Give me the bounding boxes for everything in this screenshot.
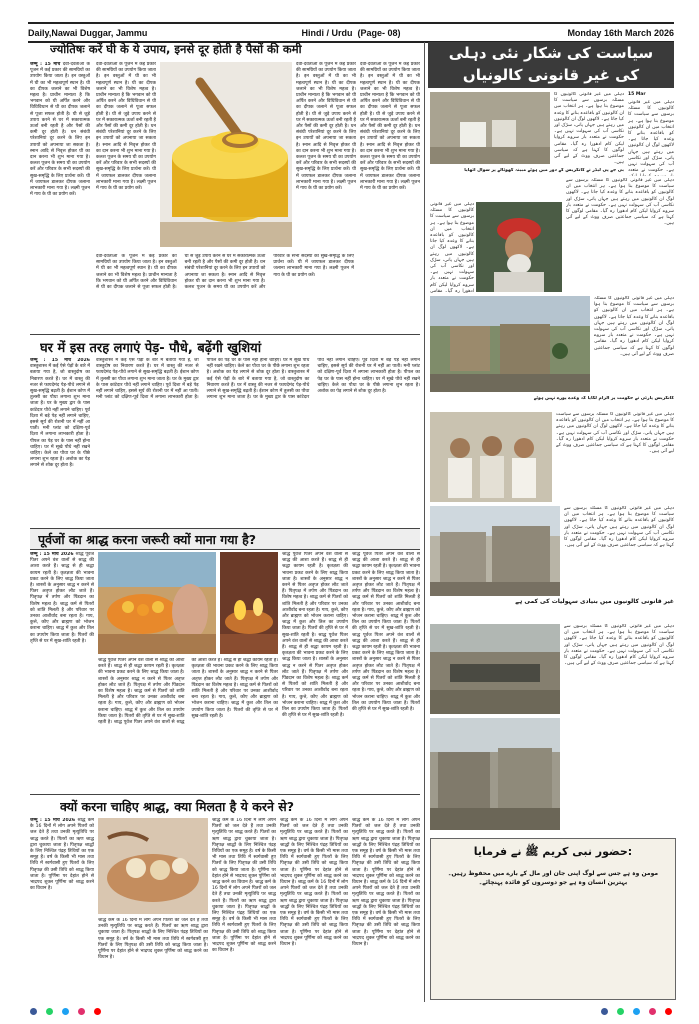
article-2-col-1: जम्मू : 15 मार्च 2026 वास्तुशास्त्र में कई ऐसे पेड़ों के बारे में बताया गया है, जो वास्तुदोष का निवारण करते हैं। घर में वास्तु की नजर से फायदेमंद पेड़-पौधे लगाने से सुख-समृद्धि बढ़ती है। ईशान कोण में तुलसी का पौधा लगाना शुभ माना जाता है। घर के मुख्य द्वार के पास कांटेदार पौधे नहीं लगाने चाहिए। पूर्व दिशा में बड़े पेड़ नहीं लगाने चाहिए, इससे सूर्य की रोशनी घर में नहीं आ पाती। मनी प्लांट को दक्षिण-पूर्व दिशा में लगाना लाभकारी होता है। पीपल का पेड़ घर के पास नहीं होना चाहिए। घर में सूखे पौधे नहीं रखने चाहिए। केले का पौधा घर के पीछे लगाना शुभ रहता है। अशोक का पेड़ लगाने से शोक दूर होता है। <box>30 358 90 469</box>
urdu-body-col-h: دہلی میں غیر قانونی کالونیوں کا مسئلہ برسوں سے سیاست کا موضوع بنا ہوا ہے۔ ہر انتخاب میں ان کالونیوں کو باقاعدہ بنانے کا وعدہ کیا جاتا ہے۔ لاکھوں لوگ ان کالونیوں میں رہتے ہیں جہاں پانی، سڑک اور نکاسی آب کی سہولت نہیں ہے۔ حکومت نے متعدد بار سروے کروایا لیکن کام ادھورا رہ گیا۔ مقامی لوگوں کا کہنا ہے کہ سیاسی جماعتیں صرف ووٹ کے لیے آتی ہیں۔ <box>564 624 674 667</box>
urdu-caption-3: غیر قانونی کالونیوں میں بنیادی سہولیات کی کمی ہے <box>515 598 674 605</box>
rule <box>30 334 420 335</box>
article-2-headline: घर में इस तरह लगाएं पेड़- पौधे, बढ़ेंगी खुशियां <box>40 341 262 356</box>
article-3-continuation: श्राद्ध पूर्वज पितर अपने वंश वालों से श्राद्ध की आशा करते हैं। श्राद्ध से ही श्रद्धा कायम रहती है। कृतज्ञता की भावना प्रकट करने के लिए श्राद्ध किया जाता है। शास्त्रों के अनुसार श्राद्ध न करने से पितर अतृप्त होकर लौट जाते हैं। पितृपक्ष में तर्पण और पिंडदान का विशेष महत्व है। श्राद्ध कर्म से पितरों को शांति मिलती है और परिवार पर उनका आशीर्वाद बना रहता है। गाय, कुत्ते, कौए और ब्राह्मण को भोजन कराना चाहिए। श्राद्ध में कुश और तिल का उपयोग किया जाता है। पितरों की तृप्ति से घर में सुख-शांति रहती है। श्राद्ध पूर्वज पितर अपने वंश वालों से श्राद्ध की आशा करते हैं। श्राद्ध से ही श्रद्धा कायम रहती है। कृतज्ञता की भावना प्रकट करने के लिए श्राद्ध किया जाता है। शास्त्रों के अनुसार श्राद्ध न करने से पितर अतृप्त होकर लौट जाते हैं। पितृपक्ष में तर्पण और पिंडदान का विशेष महत्व है। श्राद्ध कर्म से पितरों को शांति मिलती है और परिवार पर उनका आशीर्वाद बना रहता है। गाय, कुत्ते, कौए और ब्राह्मण को भोजन कराना चाहिए। श्राद्ध में कुश और तिल का उपयोग किया जाता है। पितरों की तृप्ति से घर में सुख-शांति रहती है। <box>98 658 278 726</box>
whatsapp-icon[interactable] <box>46 1008 53 1015</box>
footer-social-bar <box>28 1004 674 1014</box>
article-1-headline: ज्योतिषः करें घी के ये उपाय, इनसे दूर होती है पैसों की कमी <box>50 42 302 56</box>
urdu-photo-construction <box>430 506 560 596</box>
urdu-body-col-g: دہلی میں غیر قانونی کالونیوں کا مسئلہ برسوں سے سیاست کا موضوع بنا ہوا ہے۔ ہر انتخاب میں ان کالونیوں کو باقاعدہ بنانے کا وعدہ کیا جاتا ہے۔ لاکھوں لوگ ان کالونیوں میں رہتے ہیں جہاں پانی، سڑک اور نکاسی آب کی سہولت نہیں ہے۔ حکومت نے متعدد بار سروے کروایا لیکن کام ادھورا رہ گیا۔ مقامی لوگوں کا کہنا ہے کہ سیاسی جماعتیں صرف ووٹ کے لیے آتی ہیں۔ <box>564 506 674 549</box>
article-2-body: वास्तुशास्त्र में कई ऐसे पेड़ों के बारे में बताया गया है, जो वास्तुदोष का निवारण करते हैं। घर में वास्तु की नजर से फायदेमंद पेड़-पौधे लगाने से सुख-समृद्धि बढ़ती है। ईशान कोण में तुलसी का पौधा लगाना शुभ माना जाता है। घर के मुख्य द्वार के पास कांटेदार पौधे नहीं लगाने चाहिए। पूर्व दिशा में बड़े पेड़ नहीं लगाने चाहिए, इससे सूर्य की रोशनी घर में नहीं आ पाती। मनी प्लांट को दक्षिण-पूर्व दिशा में लगाना लाभकारी होता है। पीपल का पेड़ घर के पास नहीं होना चाहिए। घर में सूखे पौधे नहीं रखने चाहिए। केले का पौधा घर के पीछे लगाना शुभ रहता है। अशोक का पेड़ लगाने से शोक दूर होता है। वास्तुशास्त्र में कई ऐसे पेड़ों के बारे में बताया गया है, जो वास्तुदोष का निवारण करते हैं। घर में वास्तु की नजर से फायदेमंद पेड़-पौधे लगाने से सुख-समृद्धि बढ़ती है। ईशान कोण में तुलसी का पौधा लगाना शुभ माना जाता है। घर के मुख्य द्वार के पास कांटेदार पौधे नहीं लगाने चाहिए। पूर्व दिशा में बड़े पेड़ नहीं लगाने चाहिए, इससे सूर्य की रोशनी घर में नहीं आ पाती। मनी प्लांट को दक्षिण-पूर्व दिशा में लगाना लाभकारी होता है। पीपल का पेड़ घर के पास नहीं होना चाहिए। घर में सूखे पौधे नहीं रखने चाहिए। केले का पौधा घर के पीछे लगाना शुभ रहता है। अशोक का पेड़ लगाने से शोक दूर होता है। <box>96 358 420 401</box>
article-3-col-3: श्राद्ध पूर्वज पितर अपने वंश वालों से श्राद्ध की आशा करते हैं। श्राद्ध से ही श्रद्धा कायम रहती है। कृतज्ञता की भावना प्रकट करने के लिए श्राद्ध किया जाता है। शास्त्रों के अनुसार श्राद्ध न करने से पितर अतृप्त होकर लौट जाते हैं। पितृपक्ष में तर्पण और पिंडदान का विशेष महत्व है। श्राद्ध कर्म से पितरों को शांति मिलती है और परिवार पर उनका आशीर्वाद बना रहता है। गाय, कुत्ते, कौए और ब्राह्मण को भोजन कराना चाहिए। श्राद्ध में कुश और तिल का उपयोग किया जाता है। पितरों की तृप्ति से घर में सुख-शांति रहती है। श्राद्ध पूर्वज पितर अपने वंश वालों से श्राद्ध की आशा करते हैं। श्राद्ध से ही श्रद्धा कायम रहती है। कृतज्ञता की भावना प्रकट करने के लिए श्राद्ध किया जाता है। शास्त्रों के अनुसार श्राद्ध न करने से पितर अतृप्त होकर लौट जाते हैं। पितृपक्ष में तर्पण और पिंडदान का विशेष महत्व है। श्राद्ध कर्म से पितरों को शांति मिलती है और परिवार पर उनका आशीर्वाद बना रहता है। गाय, कुत्ते, कौए और ब्राह्मण को भोजन कराना चाहिए। श्राद्ध में कुश और तिल का उपयोग किया जाता है। पितरों की तृप्ति से घर में सुख-शांति रहती है। <box>282 552 348 719</box>
urdu-dateline: 15 Mar <box>628 92 646 97</box>
urdu-body-col-a: دہلی میں غیر قانونی کالونیوں کا مسئلہ برسوں سے سیاست کا موضوع بنا ہوا ہے۔ ہر انتخاب میں ان کالونیوں کو باقاعدہ بنانے کا وعدہ کیا جاتا ہے۔ لاکھوں لوگ ان کالونیوں میں رہتے ہیں جہاں پانی، سڑک اور نکاسی آب کی سہولت نہیں ہے۔ حکومت نے متعدد بار سروے کروایا لیکن کام ادھورا رہ گیا۔ مقامی لوگوں کا کہنا ہے کہ سیاسی جماعتیں صرف ووٹ کے لیے آتی ہیں۔ <box>554 92 624 166</box>
facebook-icon[interactable] <box>601 1008 608 1015</box>
whatsapp-icon[interactable] <box>617 1008 624 1015</box>
ghee-photo <box>160 62 292 247</box>
masthead-date: Monday 16th March 2026 <box>567 27 674 38</box>
rule <box>30 794 420 795</box>
twitter-icon[interactable] <box>62 1008 69 1015</box>
crow-feeding-photo <box>98 818 208 914</box>
article-1-col-4: देवी-देवताओं के पूजन में कई प्रकार की सामग्रियों का उपयोग किया जाता है। इन वस्तुओं में घी का भी महत्वपूर्ण स्थान है। घी का दीपक जलाने का भी विशेष महत्व है। प्राचीन मान्यता है कि भगवान को घी अर्पित करने और विधिविधान से घी का दीपक जलाने से पूजा सफल होती है। घी से जुड़े उपाय करने से घर में सकारात्मक ऊर्जा बनी रहती है और पैसों की कमी दूर होती है। धन संबंधी परेशानियां दूर करने के लिए इन उपायों को अपनाया जा सकता है। स्नान आदि से निवृत्त होकर घी का दान करना भी शुभ माना गया है। कलश पूजन के समय घी का उपयोग करें और परिवार के सभी सदस्यों की सुख-समृद्धि के लिए प्रार्थना करें। घी में जायफल डालकर दीपक जलाना लाभकारी माना गया है। लक्ष्मी पूजन में गाय के घी का प्रयोग करें। <box>360 62 420 192</box>
article-1-col-3: देवी-देवताओं के पूजन में कई प्रकार की सामग्रियों का उपयोग किया जाता है। इन वस्तुओं में घी का भी महत्वपूर्ण स्थान है। घी का दीपक जलाने का भी विशेष महत्व है। प्राचीन मान्यता है कि भगवान को घी अर्पित करने और विधिविधान से घी का दीपक जलाने से पूजा सफल होती है। घी से जुड़े उपाय करने से घर में सकारात्मक ऊर्जा बनी रहती है और पैसों की कमी दूर होती है। धन संबंधी परेशानियां दूर करने के लिए इन उपायों को अपनाया जा सकता है। स्नान आदि से निवृत्त होकर घी का दान करना भी शुभ माना गया है। कलश पूजन के समय घी का उपयोग करें और परिवार के सभी सदस्यों की सुख-समृद्धि के लिए प्रार्थना करें। घी में जायफल डालकर दीपक जलाना लाभकारी माना गया है। लक्ष्मी पूजन में गाय के घी का प्रयोग करें। <box>296 62 356 192</box>
article-1-continuation: देवी-देवताओं के पूजन में कई प्रकार की सामग्रियों का उपयोग किया जाता है। इन वस्तुओं में घी का भी महत्वपूर्ण स्थान है। घी का दीपक जलाने का भी विशेष महत्व है। प्राचीन मान्यता है कि भगवान को घी अर्पित करने और विधिविधान से घी का दीपक जलाने से पूजा सफल होती है। घी से जुड़े उपाय करने से घर में सकारात्मक ऊर्जा बनी रहती है और पैसों की कमी दूर होती है। धन संबंधी परेशानियां दूर करने के लिए इन उपायों को अपनाया जा सकता है। स्नान आदि से निवृत्त होकर घी का दान करना भी शुभ माना गया है। कलश पूजन के समय घी का उपयोग करें और परिवार के सभी सदस्यों की सुख-समृद्धि के लिए प्रार्थना करें। घी में जायफल डालकर दीपक जलाना लाभकारी माना गया है। लक्ष्मी पूजन में गाय के घी का प्रयोग करें। <box>96 254 354 291</box>
article-4-col-4: श्राद्ध कर्म के 16 दिनों में लोग अपने पितरों को जल देते हैं तथा उनकी मृत्युतिथि पर श्राद्ध करते हैं। पितरों का ऋण श्राद्ध द्वारा चुकाया जाता है। पितृपक्ष श्राद्धों के लिए निश्चित पंद्रह तिथियों का एक समूह है। वर्ष के किसी भी मास तथा तिथि में स्वर्गवासी हुए पितरों के लिए पितृपक्ष की उसी तिथि को श्राद्ध किया जाता है। पूर्णिमा पर देहांत होने से भाद्रपद शुक्ल पूर्णिमा को श्राद्ध करने का विधान है। श्राद्ध कर्म के 16 दिनों में लोग अपने पितरों को जल देते हैं तथा उनकी मृत्युतिथि पर श्राद्ध करते हैं। पितरों का ऋण श्राद्ध द्वारा चुकाया जाता है। पितृपक्ष श्राद्धों के लिए निश्चित पंद्रह तिथियों का एक समूह है। वर्ष के किसी भी मास तथा तिथि में स्वर्गवासी हुए पितरों के लिए पितृपक्ष की उसी तिथि को श्राद्ध किया जाता है। पूर्णिमा पर देहांत होने से भाद्रपद शुक्ल पूर्णिमा को श्राद्ध करने का विधान है। <box>280 818 348 948</box>
article-4-col-5: श्राद्ध कर्म के 16 दिनों में लोग अपने पितरों को जल देते हैं तथा उनकी मृत्युतिथि पर श्राद्ध करते हैं। पितरों का ऋण श्राद्ध द्वारा चुकाया जाता है। पितृपक्ष श्राद्धों के लिए निश्चित पंद्रह तिथियों का एक समूह है। वर्ष के किसी भी मास तथा तिथि में स्वर्गवासी हुए पितरों के लिए पितृपक्ष की उसी तिथि को श्राद्ध किया जाता है। पूर्णिमा पर देहांत होने से भाद्रपद शुक्ल पूर्णिमा को श्राद्ध करने का विधान है। श्राद्ध कर्म के 16 दिनों में लोग अपने पितरों को जल देते हैं तथा उनकी मृत्युतिथि पर श्राद्ध करते हैं। पितरों का ऋण श्राद्ध द्वारा चुकाया जाता है। पितृपक्ष श्राद्धों के लिए निश्चित पंद्रह तिथियों का एक समूह है। वर्ष के किसी भी मास तथा तिथि में स्वर्गवासी हुए पितरों के लिए पितृपक्ष की उसी तिथि को श्राद्ध किया जाता है। पूर्णिमा पर देहांत होने से भाद्रपद शुक्ल पूर्णिमा को श्राद्ध करने का विधान है। <box>352 818 420 948</box>
urdu-photo-paint-buckets <box>430 92 550 164</box>
hadith-quote-title: حضور نبی کریم ﷺ نے فرمایا: <box>473 845 633 858</box>
urdu-body-col-c: دہلی میں غیر قانونی کالونیوں کا مسئلہ برسوں سے سیاست کا موضوع بنا ہوا ہے۔ ہر انتخاب میں ان کالونیوں کو باقاعدہ بنانے کا وعدہ کیا جاتا ہے۔ لاکھوں لوگ ان کالونیوں میں رہتے ہیں جہاں پانی، سڑک اور نکاسی آب کی سہولت نہیں ہے۔ حکومت نے متعدد بار سروے کروایا لیکن کام ادھورا رہ گیا۔ مقامی <box>430 202 474 294</box>
diya-photo <box>220 552 278 654</box>
urdu-body-col-d: دہلی میں غیر قانونی کالونیوں کا مسئلہ برسوں سے سیاست کا موضوع بنا ہوا ہے۔ ہر انتخاب میں ان کالونیوں کو باقاعدہ بنانے کا وعدہ کیا جاتا ہے۔ لاکھوں لوگ ان کالونیوں میں رہتے ہیں جہاں پانی، سڑک اور نکاسی آب کی سہولت نہیں ہے۔ حکومت نے متعدد بار سروے کروایا لیکن کام ادھورا رہ گیا۔ مقامی لوگوں کا کہنا ہے کہ سیاسی جماعتیں صرف ووٹ کے لیے آتی ہیں۔ <box>566 178 674 227</box>
urdu-body-col-f: دہلی میں غیر قانونی کالونیوں کا مسئلہ برسوں سے سیاست کا موضوع بنا ہوا ہے۔ ہر انتخاب میں ان کالونیوں کو باقاعدہ بنانے کا وعدہ کیا جاتا ہے۔ لاکھوں لوگ ان کالونیوں میں رہتے ہیں جہاں پانی، سڑک اور نکاسی آب کی سہولت نہیں ہے۔ حکومت نے متعدد بار سروے کروایا لیکن کام ادھورا رہ گیا۔ مقامی لوگوں کا کہنا ہے کہ سیاسی جماعتیں صرف ووٹ کے لیے آتی ہیں۔ <box>556 412 674 455</box>
twitter-icon[interactable] <box>633 1008 640 1015</box>
urdu-body-col-b: دہلی میں غیر قانونی کالونیوں کا مسئلہ برسوں سے سیاست کا موضوع بنا ہوا ہے۔ ہر انتخاب میں ان کالونیوں کو باقاعدہ بنانے کا وعدہ کیا جاتا ہے۔ لاکھوں لوگ ان کالونیوں میں رہتے ہیں جہاں پانی، سڑک اور نکاسی آب کی سہولت نہیں ہے۔ حکومت نے متعدد <box>628 100 674 174</box>
urdu-headline-line-2: کی غیر قانونی کالونیاں <box>462 66 640 84</box>
article-3-headline: पूर्वजों का श्राद्ध करना जरूरी क्यों माना गया है? <box>38 532 256 547</box>
masthead <box>28 22 674 43</box>
article-4-col-1: जम्मू : 15 मार्च 2026 श्राद्ध कर्म के 16 दिनों में लोग अपने पितरों को जल देते हैं तथा उनकी मृत्युतिथि पर श्राद्ध करते हैं। पितरों का ऋण श्राद्ध द्वारा चुकाया जाता है। पितृपक्ष श्राद्धों के लिए निश्चित पंद्रह तिथियों का एक समूह है। वर्ष के किसी भी मास तथा तिथि में स्वर्गवासी हुए पितरों के लिए पितृपक्ष की उसी तिथि को श्राद्ध किया जाता है। पूर्णिमा पर देहांत होने से भाद्रपद शुक्ल पूर्णिमा को श्राद्ध करने का विधान है। <box>30 818 94 892</box>
instagram-icon[interactable] <box>649 1008 656 1015</box>
urdu-photo-man-flute <box>476 202 562 292</box>
article-1-col-2: देवी-देवताओं के पूजन में कई प्रकार की सामग्रियों का उपयोग किया जाता है। इन वस्तुओं में घी का भी महत्वपूर्ण स्थान है। घी का दीपक जलाने का भी विशेष महत्व है। प्राचीन मान्यता है कि भगवान को घी अर्पित करने और विधिविधान से घी का दीपक जलाने से पूजा सफल होती है। घी से जुड़े उपाय करने से घर में सकारात्मक ऊर्जा बनी रहती है और पैसों की कमी दूर होती है। धन संबंधी परेशानियां दूर करने के लिए इन उपायों को अपनाया जा सकता है। स्नान आदि से निवृत्त होकर घी का दान करना भी शुभ माना गया है। कलश पूजन के समय घी का उपयोग करें और परिवार के सभी सदस्यों की सुख-समृद्धि के लिए प्रार्थना करें। घी में जायफल डालकर दीपक जलाना लाभकारी माना गया है। लक्ष्मी पूजन में गाय के घी का प्रयोग करें। <box>96 62 156 192</box>
urdu-photo-politicians <box>430 412 552 502</box>
urdu-caption-1: بی جے پی لیڈر نے کانگریس کے دور میں ہوئے مبینہ گھوٹالے پر سوال اٹھایا <box>464 168 624 173</box>
instagram-icon[interactable] <box>78 1008 85 1015</box>
article-4-headline: क्यों करना चाहिए श्राद्ध, क्या मिलता है ये करने से? <box>60 799 294 814</box>
youtube-icon[interactable] <box>94 1008 101 1015</box>
hadith-quote-text: مومن وہ ہے جس سے لوگ اپنی جان اور مال کے بارے میں محفوظ رہیں۔ بہترین انسان وہ ہے جو دوسروں کو فائدہ پہنچائے۔ <box>447 870 659 886</box>
shraddh-ritual-photo <box>98 552 216 654</box>
youtube-icon[interactable] <box>665 1008 672 1015</box>
urdu-headline-line-1: سیاست کی شکار نئی دہلی <box>448 44 654 62</box>
article-4-col-3: श्राद्ध कर्म के 16 दिनों में लोग अपने पितरों को जल देते हैं तथा उनकी मृत्युतिथि पर श्राद्ध करते हैं। पितरों का ऋण श्राद्ध द्वारा चुकाया जाता है। पितृपक्ष श्राद्धों के लिए निश्चित पंद्रह तिथियों का एक समूह है। वर्ष के किसी भी मास तथा तिथि में स्वर्गवासी हुए पितरों के लिए पितृपक्ष की उसी तिथि को श्राद्ध किया जाता है। पूर्णिमा पर देहांत होने से भाद्रपद शुक्ल पूर्णिमा को श्राद्ध करने का विधान है। श्राद्ध कर्म के 16 दिनों में लोग अपने पितरों को जल देते हैं तथा उनकी मृत्युतिथि पर श्राद्ध करते हैं। पितरों का ऋण श्राद्ध द्वारा चुकाया जाता है। पितृपक्ष श्राद्धों के लिए निश्चित पंद्रह तिथियों का एक समूह है। वर्ष के किसी भी मास तथा तिथि में स्वर्गवासी हुए पितरों के लिए पितृपक्ष की उसी तिथि को श्राद्ध किया जाता है। पूर्णिमा पर देहांत होने से भाद्रपद शुक्ल पूर्णिमा को श्राद्ध करने का विधान है। <box>212 818 276 954</box>
masthead-language: Hindi / Urdu (Page- 08) <box>301 27 401 38</box>
hadith-quote-box <box>430 838 676 1000</box>
masthead-paper-name: Daily,Nawai Duggar, Jammu <box>28 27 148 38</box>
article-3-col-1: जम्मू : 15 मार्च 2026 श्राद्ध पूर्वज पितर अपने वंश वालों से श्राद्ध की आशा करते हैं। श्राद्ध से ही श्रद्धा कायम रहती है। कृतज्ञता की भावना प्रकट करने के लिए श्राद्ध किया जाता है। शास्त्रों के अनुसार श्राद्ध न करने से पितर अतृप्त होकर लौट जाते हैं। पितृपक्ष में तर्पण और पिंडदान का विशेष महत्व है। श्राद्ध कर्म से पितरों को शांति मिलती है और परिवार पर उनका आशीर्वाद बना रहता है। गाय, कुत्ते, कौए और ब्राह्मण को भोजन कराना चाहिए। श्राद्ध में कुश और तिल का उपयोग किया जाता है। पितरों की तृप्ति से घर में सुख-शांति रहती है। <box>30 552 94 644</box>
urdu-caption-2: کانگریس پارٹی نے حکومت پر الزام لگایا کہ وعدے پورے نہیں ہوئے <box>533 396 674 401</box>
facebook-icon[interactable] <box>30 1008 37 1015</box>
urdu-photo-street-2 <box>430 718 560 830</box>
article-4-continuation: श्राद्ध कर्म के 16 दिनों में लोग अपने पितरों को जल देते हैं तथा उनकी मृत्युतिथि पर श्राद्ध करते हैं। पितरों का ऋण श्राद्ध द्वारा चुकाया जाता है। पितृपक्ष श्राद्धों के लिए निश्चित पंद्रह तिथियों का एक समूह है। वर्ष के किसी भी मास तथा तिथि में स्वर्गवासी हुए पितरों के लिए पितृपक्ष की उसी तिथि को श्राद्ध किया जाता है। पूर्णिमा पर देहांत होने से भाद्रपद शुक्ल पूर्णिमा को श्राद्ध करने का विधान है। <box>98 918 208 961</box>
urdu-photo-colony-street <box>430 296 590 392</box>
article-3-col-4: श्राद्ध पूर्वज पितर अपने वंश वालों से श्राद्ध की आशा करते हैं। श्राद्ध से ही श्रद्धा कायम रहती है। कृतज्ञता की भावना प्रकट करने के लिए श्राद्ध किया जाता है। शास्त्रों के अनुसार श्राद्ध न करने से पितर अतृप्त होकर लौट जाते हैं। पितृपक्ष में तर्पण और पिंडदान का विशेष महत्व है। श्राद्ध कर्म से पितरों को शांति मिलती है और परिवार पर उनका आशीर्वाद बना रहता है। गाय, कुत्ते, कौए और ब्राह्मण को भोजन कराना चाहिए। श्राद्ध में कुश और तिल का उपयोग किया जाता है। पितरों की तृप्ति से घर में सुख-शांति रहती है। श्राद्ध पूर्वज पितर अपने वंश वालों से श्राद्ध की आशा करते हैं। श्राद्ध से ही श्रद्धा कायम रहती है। कृतज्ञता की भावना प्रकट करने के लिए श्राद्ध किया जाता है। शास्त्रों के अनुसार श्राद्ध न करने से पितर अतृप्त होकर लौट जाते हैं। पितृपक्ष में तर्पण और पिंडदान का विशेष महत्व है। श्राद्ध कर्म से पितरों को शांति मिलती है और परिवार पर उनका आशीर्वाद बना रहता है। गाय, कुत्ते, कौए और ब्राह्मण को भोजन कराना चाहिए। श्राद्ध में कुश और तिल का उपयोग किया जाता है। पितरों की तृप्ति से घर में सुख-शांति रहती है। <box>352 552 420 713</box>
urdu-headline-banner <box>428 42 674 88</box>
urdu-photo-drainage <box>430 624 560 714</box>
column-divider <box>424 42 425 1002</box>
urdu-body-col-e: دہلی میں غیر قانونی کالونیوں کا مسئلہ برسوں سے سیاست کا موضوع بنا ہوا ہے۔ ہر انتخاب میں ان کالونیوں کو باقاعدہ بنانے کا وعدہ کیا جاتا ہے۔ لاکھوں لوگ ان کالونیوں میں رہتے ہیں جہاں پانی، سڑک اور نکاسی آب کی سہولت نہیں ہے۔ حکومت نے متعدد بار سروے کروایا لیکن کام ادھورا رہ گیا۔ مقامی لوگوں کا کہنا ہے کہ سیاسی جماعتیں صرف ووٹ کے لیے آتی ہیں۔ <box>594 296 674 357</box>
article-1-col-1: जम्मू : 15 मार्च देवी-देवताओं के पूजन में कई प्रकार की सामग्रियों का उपयोग किया जाता है। इन वस्तुओं में घी का भी महत्वपूर्ण स्थान है। घी का दीपक जलाने का भी विशेष महत्व है। प्राचीन मान्यता है कि भगवान को घी अर्पित करने और विधिविधान से घी का दीपक जलाने से पूजा सफल होती है। घी से जुड़े उपाय करने से घर में सकारात्मक ऊर्जा बनी रहती है और पैसों की कमी दूर होती है। धन संबंधी परेशानियां दूर करने के लिए इन उपायों को अपनाया जा सकता है। स्नान आदि से निवृत्त होकर घी का दान करना भी शुभ माना गया है। कलश पूजन के समय घी का उपयोग करें और परिवार के सभी सदस्यों की सुख-समृद्धि के लिए प्रार्थना करें। घी में जायफल डालकर दीपक जलाना लाभकारी माना गया है। लक्ष्मी पूजन में गाय के घी का प्रयोग करें। <box>30 62 90 198</box>
